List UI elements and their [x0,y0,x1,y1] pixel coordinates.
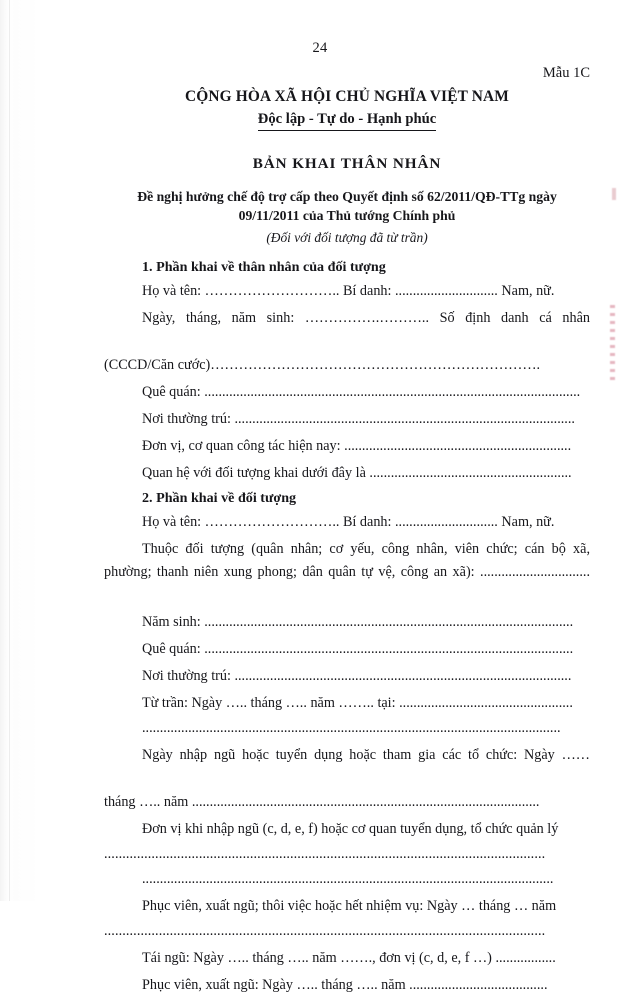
field-relative-workplace[interactable]: Đơn vị, cơ quan công tác hiện nay: ................................................................ [142,437,572,454]
section-2-heading: 2. Phần khai về đối tượng [142,489,297,506]
field-subject-residence[interactable]: Nơi thường trú: ............................................................................................... [142,667,572,684]
page-number: 24 [312,40,328,56]
motto-container [104,110,590,131]
field-relative-residence[interactable]: Nơi thường trú: ................................................................................................ [142,410,575,427]
field-subject-birth-year[interactable]: Năm sinh: ........................................................................................................ [142,613,574,630]
field-subject-enlistment-unit-continued-2[interactable]: .................................................................................................................... [142,870,554,887]
field-subject-enlistment-date-continued[interactable]: tháng ….. năm .................................................................................................. [104,793,540,810]
field-subject-enlistment-date[interactable]: Ngày nhập ngũ hoặc tuyển dụng hoặc tham gia các tổ chức: Ngày …… [142,746,590,763]
national-title: CỘNG HÒA XÃ HỘI CHỦ NGHĨA VIỆT NAM [185,88,509,105]
section-1-heading: 1. Phần khai về thân nhân của đối tượng [142,258,386,275]
field-subject-death-date-continued[interactable]: ...................................................................................................................... [142,719,561,736]
field-relative-full-name[interactable]: Họ và tên: ……………………….. Bí danh: ............................. Nam, nữ. [142,282,555,299]
document-subtitle [104,187,590,247]
document-body [104,88,590,997]
field-subject-reenlistment[interactable]: Tái ngũ: Ngày ….. tháng ….. năm ……., đơn vị (c, d, e, f …) ................. [142,949,556,966]
document-subtitle-line-1: Đề nghị hưởng chế độ trợ cấp theo Quyết định số 62/2011/QĐ-TTg ngày [137,188,557,204]
field-subject-discharge-date[interactable]: Phục viên, xuất ngũ; thôi việc hoặc hết nhiệm vụ: Ngày … tháng … năm [142,897,557,914]
field-subject-enlistment-unit[interactable]: Đơn vị khi nhập ngũ (c, d, e, f) hoặc cơ quan tuyển dụng, tổ chức quản lý [142,820,559,837]
document-subtitle-note: (Đối với đối tượng đã từ trần) [266,229,428,245]
field-relative-hometown[interactable]: Quê quán: .......................................................................................................... [142,383,581,400]
document-title: BẢN KHAI THÂN NHÂN [252,154,442,172]
national-motto: Độc lập - Tự do - Hạnh phúc [258,111,436,131]
field-subject-full-name[interactable]: Họ và tên: ……………………….. Bí danh: ............................. Nam, nữ. [142,513,555,530]
field-subject-discharge-date-continued[interactable]: ......................................................................................................................... [104,922,546,939]
field-subject-death-date[interactable]: Từ trần: Ngày ….. tháng ….. năm …….. tại: ................................................. [142,694,573,711]
form-code: Mẫu 1C [542,65,590,81]
field-relative-id-number[interactable]: (CCCD/Căn cước)……………………………………………………………. [104,356,541,373]
field-relative-date-of-birth[interactable]: Ngày, tháng, năm sinh: …………….……….. Số định danh cá nhân [142,309,590,326]
field-subject-final-discharge[interactable]: Phục viên, xuất ngũ: Ngày ….. tháng ….. năm ....................................... [142,976,548,993]
field-relative-relationship[interactable]: Quan hệ với đối tượng khai dưới đây là ......................................................... [142,464,572,481]
field-subject-hometown[interactable]: Quê quán: ........................................................................................................ [142,640,574,657]
field-subject-enlistment-unit-continued-1[interactable]: ......................................................................................................................... [104,845,546,862]
document-subtitle-line-2: 09/11/2011 của Thủ tướng Chính phủ [238,208,456,224]
field-subject-category[interactable]: Thuộc đối tượng (quân nhân; cơ yếu, công nhân, viên chức; cán bộ xã, phường; thanh niên xung phong; dân quân tự vệ, công an xã): ............................... [104,540,590,580]
